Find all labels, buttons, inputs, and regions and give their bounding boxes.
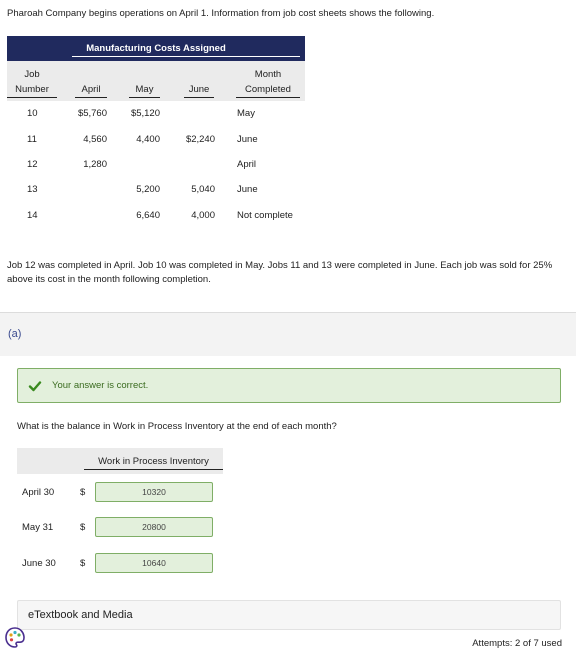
table-cell-job: 13 (27, 184, 38, 195)
etextbook-media-panel[interactable] (17, 600, 561, 630)
table-cell-april: 1,280 (83, 159, 107, 170)
currency-symbol: $ (80, 487, 86, 498)
table-cell-completed: June (237, 184, 258, 195)
header-may: May (129, 82, 160, 98)
header-april: April (75, 82, 107, 98)
palette-icon[interactable] (4, 626, 26, 650)
group-header-underline (72, 56, 300, 57)
table-cell-completed: April (237, 159, 257, 170)
table-cell-june: $2,240 (185, 134, 215, 145)
question-text: What is the balance in Work in Process Inventory at the end of each month? (17, 421, 337, 432)
header-job (7, 67, 57, 98)
table-cell-completed: June (237, 134, 258, 145)
table-cell-job: 10 (27, 108, 38, 119)
feedback-text: Your answer is correct. (52, 380, 149, 391)
table-cell-job: 12 (27, 159, 38, 170)
table-cell-may: $5,120 (130, 108, 160, 119)
table-cell-june: 5,040 (191, 184, 215, 195)
wip-june-input[interactable] (95, 553, 213, 573)
header-june: June (184, 82, 214, 98)
part-label: (a) (8, 328, 22, 340)
currency-symbol: $ (80, 558, 86, 569)
wip-april-input[interactable] (95, 482, 213, 502)
table-cell-april: 4,560 (83, 134, 107, 145)
part-header (0, 313, 576, 356)
table-cell-completed: Not complete (237, 210, 293, 221)
wip-row-label: June 30 (22, 558, 56, 569)
correct-feedback-banner (17, 368, 561, 403)
header-month-line2: Completed (236, 82, 300, 98)
table-cell-may: 6,640 (136, 210, 160, 221)
wip-row-label: May 31 (22, 522, 54, 533)
table-cell-job: 14 (27, 210, 38, 221)
table-cell-completed: May (237, 108, 255, 119)
header-job-line1: Job (24, 69, 40, 80)
table-cell-may: 5,200 (136, 184, 160, 195)
currency-symbol: $ (80, 522, 86, 533)
table-cell-june: 4,000 (191, 210, 215, 221)
problem-description: Job 12 was completed in April. Job 10 was completed in May. Jobs 11 and 13 were completed in June. Each job was sold for 25% above its cost in the month following completion. (7, 260, 553, 285)
problem-intro: Pharoah Company begins operations on April 1. Information from job cost sheets shows the following. (7, 8, 435, 19)
header-month-completed (236, 67, 300, 98)
wip-title: Work in Process Inventory (84, 456, 223, 470)
wip-row-label: April 30 (22, 487, 55, 498)
etextbook-label: eTextbook and Media (28, 609, 133, 621)
check-icon (28, 379, 42, 393)
wip-may-input[interactable] (95, 517, 213, 537)
header-job-line2: Number (7, 82, 57, 98)
table-cell-april: $5,760 (77, 108, 107, 119)
attempts-counter: Attempts: 2 of 7 used (472, 638, 562, 649)
table-group-header: Manufacturing Costs Assigned (7, 36, 305, 61)
header-month-line1: Month (254, 69, 282, 80)
table-cell-job: 11 (27, 134, 37, 145)
table-cell-may: 4,400 (136, 134, 160, 145)
